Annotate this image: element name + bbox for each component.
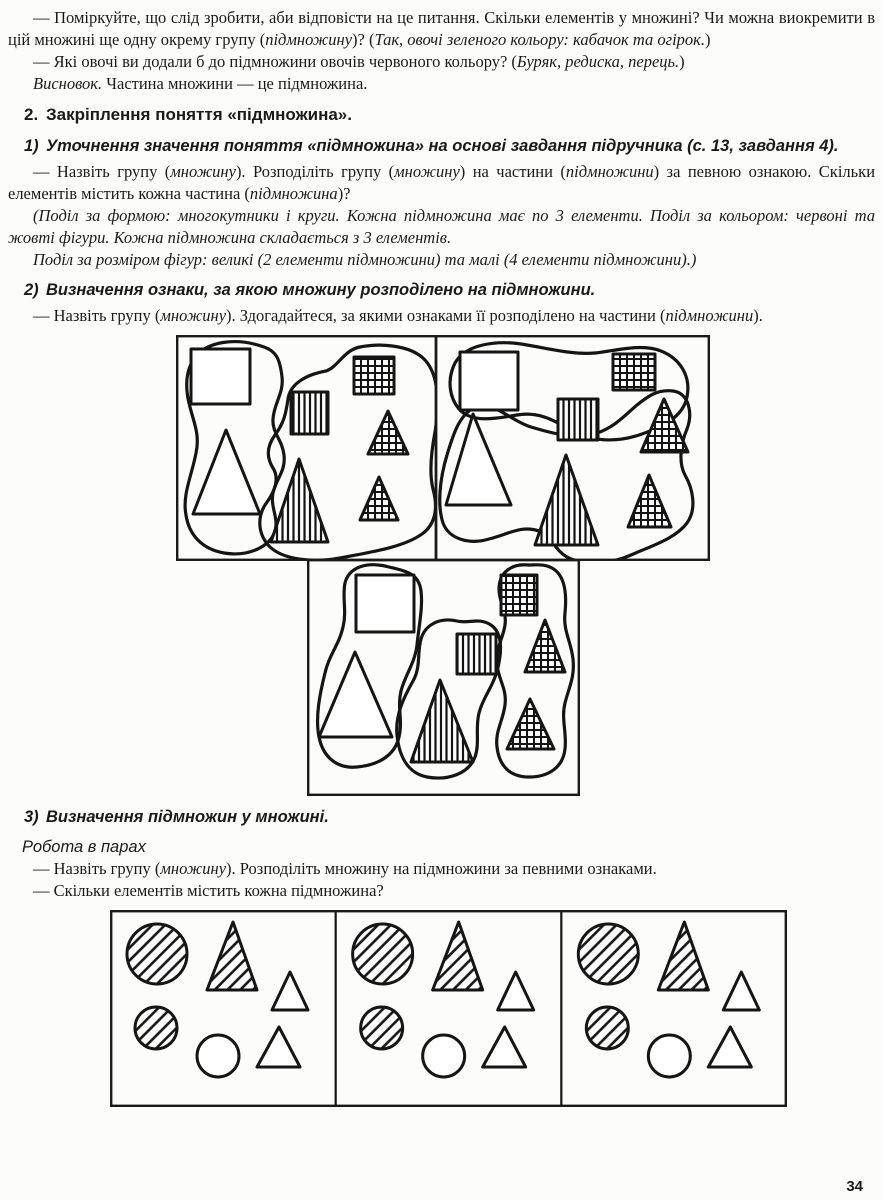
subitem-3-title: Визначення підмножин у множині. xyxy=(46,808,329,826)
paragraph-answer-size: Поділ за розміром фігур: великі (2 елементи підмножини) та малі (4 елементи підмножини).) xyxy=(33,250,697,269)
paragraph-guess-criteria: — Назвіть групу (множину). Здогадайтеся, за якими ознаками її розподілено на частини (підмножини). xyxy=(33,306,763,325)
figure-partition-three-subsets xyxy=(307,559,875,796)
paragraph-name-group: — Назвіть групу (множину). Розподіліть групу (множину) на частини (підмножини) за певною ознакою. Скільки елементів містить кожна частина (підмножина)? xyxy=(8,162,876,203)
section-heading xyxy=(8,103,875,127)
subitem-2-heading xyxy=(8,279,875,301)
work-in-pairs-label: Робота в парах xyxy=(22,838,146,856)
paragraph-red-vegetables: — Які овочі ви додали б до підмножини овочів червоного кольору? (Буряк, редиска, перець.) xyxy=(33,52,685,71)
subitem-1-number: 1) xyxy=(24,137,39,155)
section-number: 2. xyxy=(24,105,39,124)
page-number: 34 xyxy=(846,1178,863,1195)
section-title: Закріплення поняття «підмножина». xyxy=(46,105,352,124)
paragraph-divide-set: — Назвіть групу (множину). Розподіліть множину на підмножини за певними ознаками. xyxy=(33,859,657,878)
paragraph-how-many-elements: — Скільки елементів містить кожна підмножина? xyxy=(33,881,384,900)
figure-partition-by-shape xyxy=(435,335,710,561)
figure-partition-by-color xyxy=(176,335,437,561)
subitem-1-heading xyxy=(8,135,875,157)
figure-row-top xyxy=(176,335,875,561)
paragraph-think-question: — Поміркуйте, що слід зробити, аби відповісти на це питання. Скільки елементів у множині? Чи можна виокремити в цій множині ще одну окрему групу (підмножину)? (Так, овочі зеленого кольору: кабачок та огірок.) xyxy=(8,8,875,49)
subitem-3-number: 3) xyxy=(24,808,39,826)
subitem-3-heading xyxy=(8,806,875,828)
subitem-2-title: Визначення ознаки, за якою множину розподілено на підмножини. xyxy=(46,281,596,299)
subitem-1-title: Уточнення значення поняття «підмножина» на основі завдання підручника (с. 13, завдання 4). xyxy=(46,137,839,155)
paragraph-answer-division: (Поділ за формою: многокутники і круги. Кожна підмножина має по 3 елементи. Поділ за кольором: червоні та жовті фігури. Кожна підмножина складається з 3 елементів. xyxy=(8,206,875,247)
figure-circles-triangles-panels xyxy=(110,910,875,1107)
subitem-2-number: 2) xyxy=(24,281,39,299)
paragraph-conclusion: Висновок. Частина множини — це підмножина. xyxy=(33,74,368,93)
